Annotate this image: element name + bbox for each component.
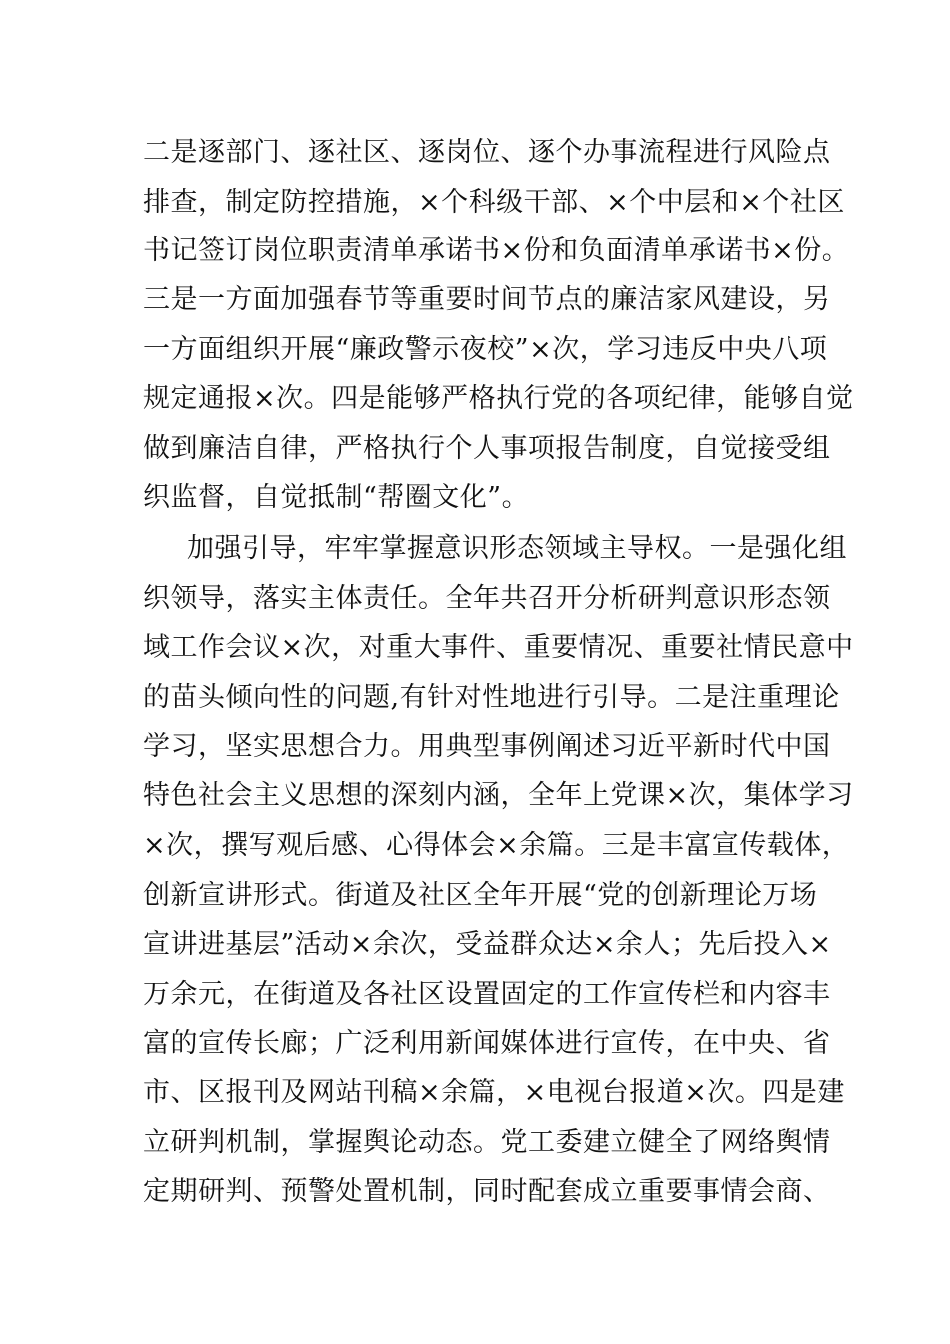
text-line: 定期研判、预警处置机制，同时配套成立重要事情会商、 (143, 1176, 831, 1207)
text-line: 排查，制定防控措施，×个科级干部、×个中层和×个社区 (143, 187, 845, 218)
text-line: 学习，坚实思想合力。用典型事例阐述习近平新时代中国 (143, 731, 831, 762)
text-line: 织领导，落实主体责任。全年共召开分析研判意识形态领 (143, 583, 831, 614)
text-line: 规定通报×次。四是能够严格执行党的各项纪律，能够自觉 (143, 383, 854, 414)
text-line: 三是一方面加强春节等重要时间节点的廉洁家风建设，另 (143, 284, 831, 315)
text-line: 创新宣讲形式。街道及社区全年开展“党的创新理论万场 (143, 880, 818, 911)
text-line: 立研判机制，掌握舆论动态。党工委建立健全了网络舆情 (143, 1127, 831, 1158)
text-line: ×次，撰写观后感、心得体会×余篇。三是丰富宣传载体， (143, 830, 850, 861)
text-line: 万余元，在街道及各社区设置固定的工作宣传栏和内容丰 (143, 979, 831, 1010)
paragraph-first-line: 加强引导，牢牢掌握意识形态领域主导权。一是强化组 (187, 533, 847, 564)
text-line: 书记签订岗位职责清单承诺书×份和负面清单承诺书×份。 (143, 235, 850, 266)
text-line: 市、区报刊及网站刊稿×余篇，×电视台报道×次。四是建 (143, 1077, 845, 1108)
text-line: 富的宣传长廊；广泛利用新闻媒体进行宣传，在中央、省 (143, 1028, 831, 1059)
text-line: 做到廉洁自律，严格执行个人事项报告制度，自觉接受组 (143, 433, 831, 464)
text-line: 特色社会主义思想的深刻内涵，全年上党课×次，集体学习 (143, 780, 854, 811)
text-line: 域工作会议×次，对重大事件、重要情况、重要社情民意中 (143, 632, 854, 663)
text-line: 宣讲进基层”活动×余次，受益群众达×余人；先后投入× (143, 929, 832, 960)
text-line: 织监督，自觉抵制“帮圈文化”。 (143, 482, 530, 513)
text-line: 二是逐部门、逐社区、逐岗位、逐个办事流程进行风险点 (143, 137, 831, 168)
text-line: 一方面组织开展“廉政警示夜校”×次，学习违反中央八项 (143, 334, 828, 365)
text-line: 的苗头倾向性的问题,有针对性地进行引导。二是注重理论 (143, 682, 840, 713)
